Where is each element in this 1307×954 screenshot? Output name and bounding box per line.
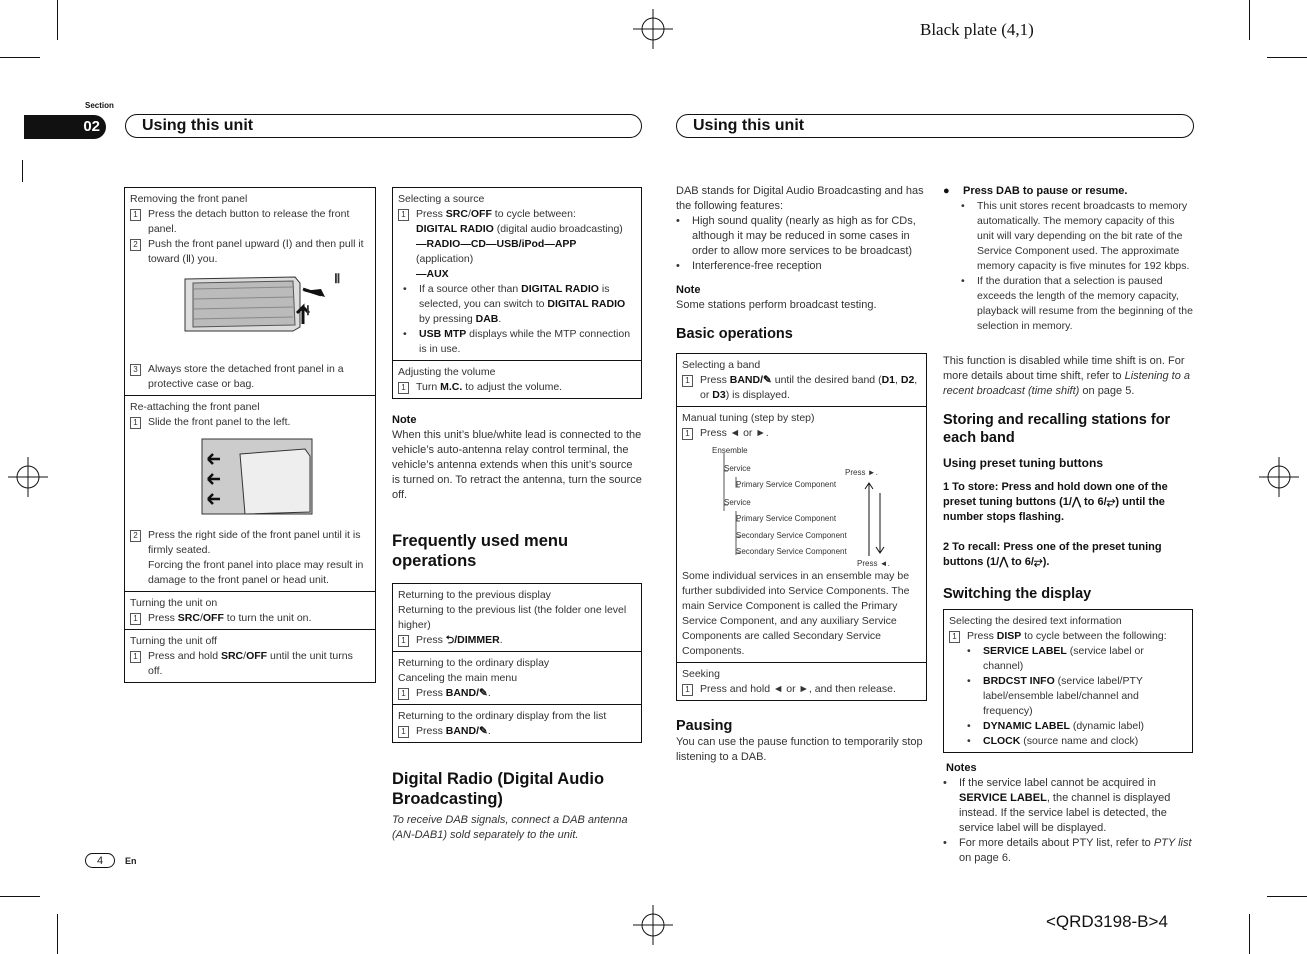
block-title: Turning the unit off: [130, 635, 217, 647]
step-text: Press DISP to cycle between the following:: [967, 630, 1167, 642]
note-title: Note: [676, 284, 701, 296]
plate-label: Black plate (4,1): [920, 20, 1034, 39]
display-select-block: [944, 610, 1192, 752]
step-number: 1: [682, 375, 693, 387]
ensemble-label: Ensemble: [712, 446, 748, 455]
step-text: Press BAND/✎.: [416, 687, 491, 699]
crop-mark: [1267, 57, 1307, 58]
crop-mark: [1249, 914, 1250, 954]
panel-detach-icon: [175, 269, 375, 359]
pause-instruction: ● Press DAB to pause or resume.: [943, 185, 1128, 197]
crop-mark: [0, 57, 40, 58]
service-label: Service: [724, 498, 751, 507]
step-text: Turn M.C. to adjust the volume.: [416, 381, 563, 393]
step-number: 1: [682, 684, 693, 696]
press-left-label: Press ◄.: [857, 559, 890, 568]
bullet-item: • USB MTP displays while the MTP connection is in use.: [403, 328, 631, 355]
dab-intro: To receive DAB signals, connect a DAB antenna (AN-DAB1) sold separately to the unit.: [392, 814, 628, 841]
step-text: Press SRC/OFF to cycle between:: [416, 208, 576, 220]
note-text: Some stations perform broadcast testing.: [676, 299, 877, 311]
column-1-box: [124, 187, 376, 683]
reattach-illustration: [130, 430, 370, 528]
option-item: • BRDCST INFO (service label/PTY label/ensemble label/channel and frequency): [967, 675, 1143, 717]
crop-mark: [1267, 896, 1307, 897]
label-two: Ⅱ: [334, 271, 341, 286]
block-title: Returning to the ordinary display: [398, 657, 550, 669]
step-number: 1: [398, 209, 409, 221]
column-2: [392, 187, 642, 843]
notes-title: Notes: [946, 762, 977, 774]
step-text: Press ◄ or ►.: [700, 427, 769, 439]
service-label: Service: [724, 464, 751, 473]
registration-mark-icon: [1259, 457, 1299, 497]
back-icon: ⮌: [445, 634, 455, 646]
secondary-component-label: Secondary Service Component: [736, 531, 847, 540]
primary-component-label: Primary Service Component: [736, 480, 837, 489]
store-step: 1 To store: Press and hold down one of the preset tuning buttons (1/⋀ to 6/⥂) until the number stops flashing.: [943, 481, 1168, 523]
sub-bullet: • If the duration that a selection is paused exceeds the length of the memory capacity, playback will resume from the beginning of the selection in memory.: [961, 275, 1193, 332]
step-text: Press SRC/OFF to turn the unit on.: [148, 612, 312, 624]
removing-panel-block: [125, 188, 375, 395]
block-title: Turning the unit on: [130, 597, 218, 609]
freq-heading: Frequently used menu operations: [392, 532, 569, 570]
step-text: Slide the front panel to the left.: [148, 416, 291, 428]
sub-bullet: • This unit stores recent broadcasts to memory automatically. The memory capacity of this unit will vary depending on the bit rate of the Service Component used. The approximate memory capacity is five minutes for 192 kbps.: [961, 200, 1190, 272]
registration-mark-icon: [8, 457, 48, 497]
block-desc: Returning to the previous list (the folder one level higher): [398, 604, 627, 631]
band-icon: ✎: [479, 687, 488, 699]
service-component-desc: Some individual services in an ensemble may be further subdivided into Service Components. The main Service Component is called the Primary Service Component, and any auxiliary Service Components are called Secondary Service Components.: [682, 570, 910, 657]
step-text: Press BAND/✎.: [416, 725, 491, 737]
page-title-left: Using this unit: [125, 114, 642, 138]
seek-block: [677, 662, 926, 700]
column-3: [676, 184, 927, 765]
note-title: Note: [392, 414, 417, 426]
preset-heading: Using preset tuning buttons: [943, 456, 1103, 470]
page-number: 4: [85, 853, 115, 868]
volume-block: [393, 360, 641, 398]
basic-ops-heading: Basic operations: [676, 326, 793, 342]
note-item: • For more details about PTY list, refer to PTY list on page 6.: [943, 837, 1192, 864]
display-box: [943, 609, 1193, 753]
column-4: [943, 184, 1193, 866]
secondary-component-label: Secondary Service Component: [736, 547, 847, 556]
block-title: Selecting a band: [682, 359, 761, 371]
band-icon: ✎: [479, 725, 488, 737]
block-title: Returning to the previous display: [398, 589, 551, 601]
block-title: Returning to the ordinary display from the list: [398, 710, 607, 722]
document-code: <QRD3198-B>4: [1046, 912, 1168, 931]
block-title: Manual tuning (step by step): [682, 412, 815, 424]
page-title-right: Using this unit: [676, 114, 1194, 138]
prev-display-block: [393, 584, 641, 651]
step-number: 1: [130, 613, 141, 625]
primary-component-label: Primary Service Component: [736, 514, 837, 523]
step-number: 1: [398, 635, 409, 647]
service-tree-diagram: [682, 441, 921, 569]
step-number: 1: [949, 631, 960, 643]
step-number: 1: [398, 726, 409, 738]
block-desc: Canceling the main menu: [398, 672, 518, 684]
step-number: 1: [130, 651, 141, 663]
step-number: 1: [682, 428, 693, 440]
ordinary-list-block: [393, 704, 641, 742]
turn-on-block: [125, 591, 375, 629]
block-title: Adjusting the volume: [398, 366, 496, 378]
language-label: En: [125, 856, 137, 866]
pausing-heading: Pausing: [676, 718, 733, 734]
basic-ops-box: [676, 353, 927, 701]
bullet-item: • Interference-free reception: [676, 260, 822, 272]
crop-mark: [0, 896, 40, 897]
step-number: 3: [130, 364, 141, 376]
source-list: DIGITAL RADIO (digital audio broadcasting) —RADIO—CD—USB/iPod—APP (application) —AUX: [416, 223, 623, 280]
option-item: • CLOCK (source name and clock): [967, 735, 1139, 747]
block-title: Re-attaching the front panel: [130, 401, 260, 413]
block-title: Removing the front panel: [130, 193, 248, 205]
crop-mark: [1249, 0, 1250, 40]
section-label: Section: [85, 101, 114, 110]
detach-illustration: [130, 267, 370, 362]
note-text: When this unit’s blue/white lead is connected to the vehicle’s auto-antenna relay control terminal, the vehicle’s antenna extends when this unit’s source is turned on. To retract the antenna, turn the source off.: [392, 429, 642, 501]
bullet-item: • High sound quality (nearly as high as for CDs, although it may be reduced in some cases in order to allow more services to be broadcast): [676, 215, 916, 257]
step-text: Press ⮌/DIMMER.: [416, 634, 503, 646]
label-one: Ⅰ: [306, 303, 310, 318]
store-heading: Storing and recalling stations for each band: [943, 412, 1171, 446]
panel-attach-icon: [200, 434, 320, 524]
source-volume-box: [392, 187, 642, 399]
crop-mark: [57, 0, 58, 40]
step-number: 1: [130, 209, 141, 221]
dab-intro-text: DAB stands for Digital Audio Broadcasting and has the following features:: [676, 185, 924, 212]
recall-step: 2 To recall: Press one of the preset tuning buttons (1/⋀ to 6/⥂).: [943, 541, 1162, 568]
step-text: Press and hold ◄ or ►, and then release.: [700, 683, 896, 695]
step-number: 2: [130, 530, 141, 542]
step-number: 1: [398, 688, 409, 700]
manual-tuning-block: [677, 406, 926, 662]
step-number: 2: [130, 239, 141, 251]
registration-mark-icon: [633, 9, 673, 49]
dab-heading: Digital Radio (Digital Audio Broadcasting): [392, 770, 605, 808]
step-number: 1: [398, 382, 409, 394]
bullet-item: • If a source other than DIGITAL RADIO is selected, you can switch to DIGITAL RADIO by pressing DAB.: [403, 283, 626, 325]
step-text: Push the front panel upward (Ⅰ) and then pull it toward (Ⅱ) you.: [148, 238, 364, 265]
turn-off-block: [125, 629, 375, 682]
press-right-label: Press ►.: [845, 468, 878, 477]
step-text: Press and hold SRC/OFF until the unit turns off.: [148, 650, 353, 677]
option-item: • SERVICE LABEL (service label or channel): [967, 645, 1144, 672]
pausing-text: You can use the pause function to temporarily stop listening to a DAB.: [676, 736, 923, 763]
step-text: Press the detach button to release the front panel.: [148, 208, 350, 235]
registration-mark-icon: [633, 905, 673, 945]
block-title: Seeking: [682, 668, 720, 680]
section-number: 02: [24, 115, 106, 139]
step-number: 1: [130, 417, 141, 429]
band-icon: ✎: [763, 374, 772, 386]
block-title: Selecting a source: [398, 193, 485, 205]
switch-display-heading: Switching the display: [943, 586, 1092, 602]
step-subtext: Forcing the front panel into place may result in damage to the front panel or head unit.: [148, 559, 364, 586]
option-item: • DYNAMIC LABEL (dynamic label): [967, 720, 1145, 732]
step-text: Always store the detached front panel in a protective case or bag.: [148, 363, 344, 390]
crop-mark: [57, 914, 58, 954]
crop-mark: [22, 160, 23, 182]
step-text: Press the right side of the front panel until it is firmly seated.: [148, 529, 361, 556]
time-shift-note: This function is disabled while time shift is on. For more details about time shift, refer to Listening to a recent broadcast (time shift) on page 5.: [943, 355, 1191, 397]
ordinary-display-block: [393, 651, 641, 704]
select-source-block: [393, 188, 641, 360]
reattach-panel-block: [125, 395, 375, 591]
select-band-block: [677, 354, 926, 406]
note-item: • If the service label cannot be acquired in SERVICE LABEL, the channel is displayed instead. If the service label is detected, the service label will be displayed.: [943, 777, 1171, 834]
step-text: Press BAND/✎ until the desired band (D1, D2, or D3) is displayed.: [700, 374, 918, 401]
block-title: Selecting the desired text information: [949, 615, 1122, 627]
menu-ops-box: [392, 583, 642, 743]
